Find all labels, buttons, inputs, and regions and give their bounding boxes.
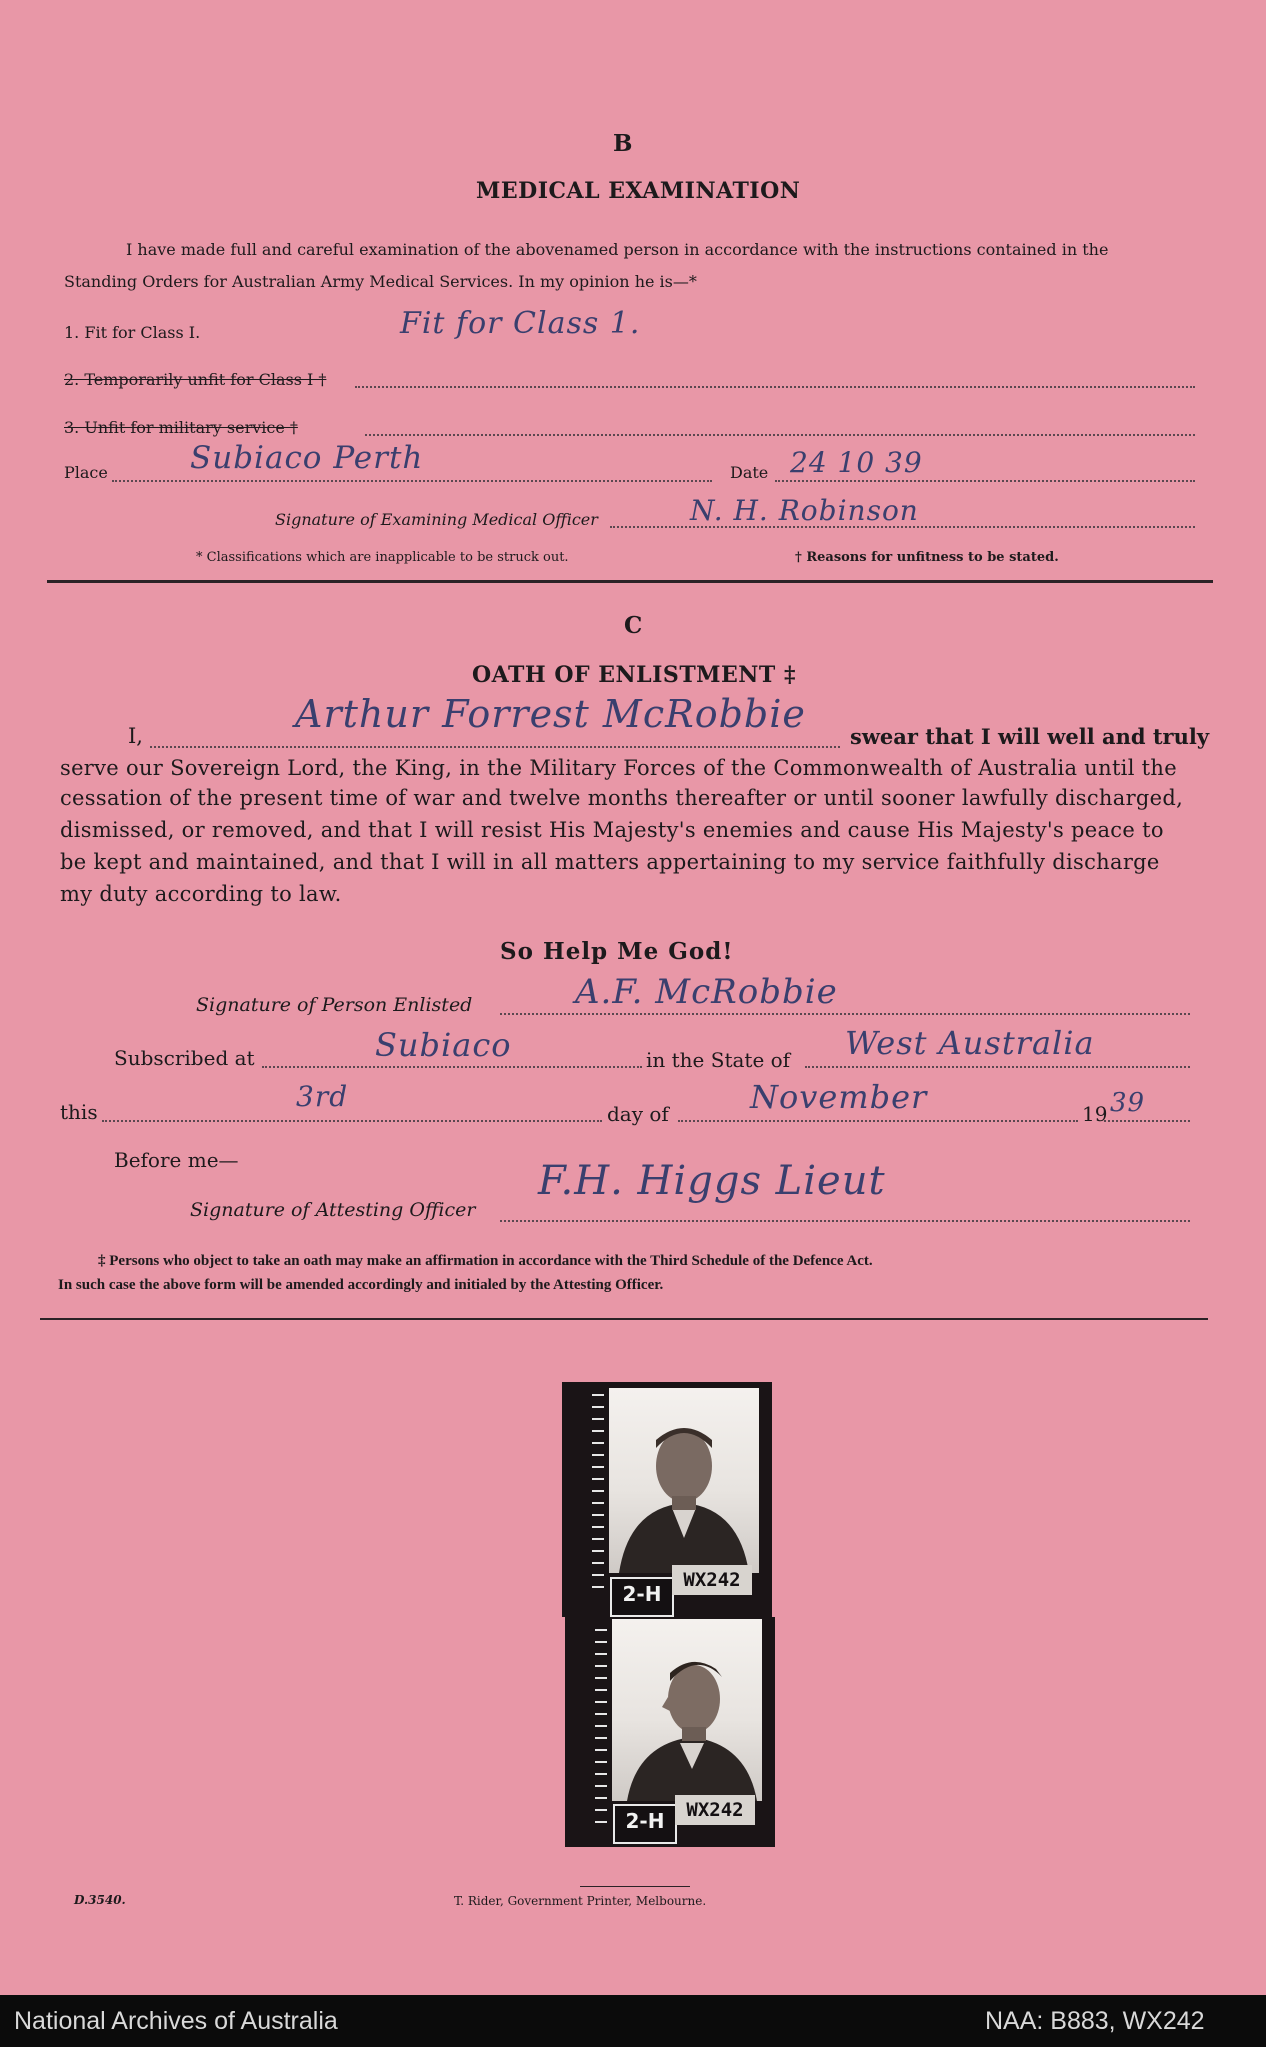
item3-dotted-line: [365, 434, 1195, 436]
item2-label-text: 2. Temporarily unfit for Class I †: [64, 370, 327, 389]
item1-handwritten-value: Fit for Class 1.: [400, 306, 641, 341]
oath-footnote-line1: ‡ Persons who object to take an oath may make an affirmation in accordance with the Third Schedule of the Defence Act.: [98, 1253, 873, 1269]
printer-rule: [580, 1886, 690, 1887]
year-handwritten: 39: [1110, 1088, 1146, 1118]
photo-scale-ruler-front: [592, 1394, 604, 1594]
attesting-signature: F.H. Higgs Lieut: [538, 1158, 886, 1204]
date-handwritten-value: 24 10 39: [790, 446, 923, 479]
oath-footnote-line2: In such case the above form will be amended accordingly and initialed by the Attesting Officer.: [58, 1277, 664, 1293]
archive-name: National Archives of Australia: [14, 2007, 338, 2035]
attesting-signature-label: Signature of Attesting Officer: [190, 1199, 476, 1221]
service-number-tag-profile: WX242: [675, 1795, 755, 1825]
section-b-letter: B: [613, 130, 633, 157]
day-handwritten: 3rd: [296, 1080, 349, 1113]
section-c-letter: C: [624, 612, 643, 639]
item3-label: [64, 418, 298, 437]
state-dotted-line: [805, 1066, 1190, 1068]
oath-line5: be kept and maintained, and that I will in all matters appertaining to my service faithfully discharge: [60, 850, 1160, 874]
film-tag-label-front: 2-H: [622, 1582, 662, 1606]
place-handwritten-value: Subiaco Perth: [190, 440, 424, 476]
subscribed-at-label: Subscribed at: [114, 1046, 255, 1070]
enlistee-name-handwritten: Arthur Forrest McRobbie: [295, 692, 806, 736]
oath-prefix: I,: [128, 724, 143, 748]
enlisted-signature-dotted-line: [500, 1013, 1190, 1015]
medical-footnote-right: † Reasons for unfitness to be stated.: [795, 550, 1059, 565]
id-photo-frame-front: [562, 1382, 772, 1617]
section-b-title: MEDICAL EXAMINATION: [476, 178, 801, 204]
film-tag-label-profile: 2-H: [625, 1809, 665, 1833]
archive-footer-bar: [0, 1995, 1266, 2047]
month-dotted-line: [678, 1120, 1078, 1122]
before-me-label: Before me—: [114, 1148, 239, 1172]
state-handwritten: West Australia: [845, 1024, 1095, 1062]
day-of-label: day of: [607, 1102, 669, 1126]
medical-footnote-left: * Classifications which are inapplicable to be struck out.: [196, 550, 569, 565]
year-prefix: 19: [1082, 1102, 1108, 1126]
enlisted-signature: A.F. McRobbie: [575, 972, 838, 1012]
enlistee-name-dotted-line: [150, 746, 840, 748]
section-c-title: OATH OF ENLISTMENT ‡: [472, 662, 796, 688]
item3-label-text: 3. Unfit for military service †: [64, 418, 298, 437]
id-photo-frame-profile: [565, 1617, 775, 1847]
form-number: D.3540.: [74, 1893, 126, 1907]
subscribed-at-handwritten: Subiaco: [375, 1026, 512, 1064]
attesting-signature-dotted-line: [500, 1220, 1190, 1222]
medical-intro-line2: Standing Orders for Australian Army Medical Services. In my opinion he is—*: [64, 272, 697, 291]
item2-label: [64, 370, 326, 389]
examining-officer-signature: N. H. Robinson: [690, 494, 919, 527]
subscribed-dotted-line: [262, 1066, 642, 1068]
item2-dotted-line: [355, 386, 1195, 388]
oath-line1-end: swear that I will well and truly: [850, 724, 1210, 749]
section-divider-bottom: [40, 1318, 1208, 1320]
portrait-profile-svg: [612, 1619, 762, 1801]
date-label: Date: [730, 463, 769, 482]
state-of-label: in the State of: [646, 1048, 791, 1072]
film-tag-front: [610, 1577, 674, 1617]
id-photo-front-view: [609, 1388, 759, 1573]
oath-line3: cessation of the present time of war and twelve months thereafter or until sooner lawfully discharged,: [60, 786, 1184, 810]
section-divider-b-c: [47, 580, 1213, 583]
service-number-tag-front: WX242: [672, 1565, 752, 1595]
oath-line4: dismissed, or removed, and that I will resist His Majesty's enemies and cause His Majesty's peace to: [60, 818, 1164, 842]
enlisted-signature-label: Signature of Person Enlisted: [196, 994, 473, 1016]
month-handwritten: November: [750, 1078, 928, 1116]
this-label: this: [60, 1100, 98, 1124]
place-dotted-line: [112, 480, 712, 482]
printer-credit: T. Rider, Government Printer, Melbourne.: [454, 1894, 707, 1908]
date-dotted-line: [775, 480, 1195, 482]
item1-label: 1. Fit for Class I.: [64, 323, 201, 342]
place-label: Place: [64, 463, 108, 482]
portrait-front-svg: [609, 1388, 759, 1573]
photo-scale-ruler-profile: [595, 1629, 607, 1829]
id-photo-profile-view: [612, 1619, 762, 1801]
oath-line2: serve our Sovereign Lord, the King, in the Military Forces of the Commonwealth of Australia until the: [60, 756, 1177, 780]
medical-intro-line1: I have made full and careful examination of the abovenamed person in accordance with the instructions contained in the: [126, 240, 1109, 259]
day-dotted-line: [102, 1120, 602, 1122]
examining-officer-signature-label: Signature of Examining Medical Officer: [275, 510, 598, 529]
archive-reference: NAA: B883, WX242: [985, 2007, 1205, 2035]
film-tag-profile: [613, 1804, 677, 1844]
oath-motto: So Help Me God!: [500, 938, 734, 965]
year-dotted-line: [1104, 1120, 1190, 1122]
oath-line6: my duty according to law.: [60, 882, 342, 906]
